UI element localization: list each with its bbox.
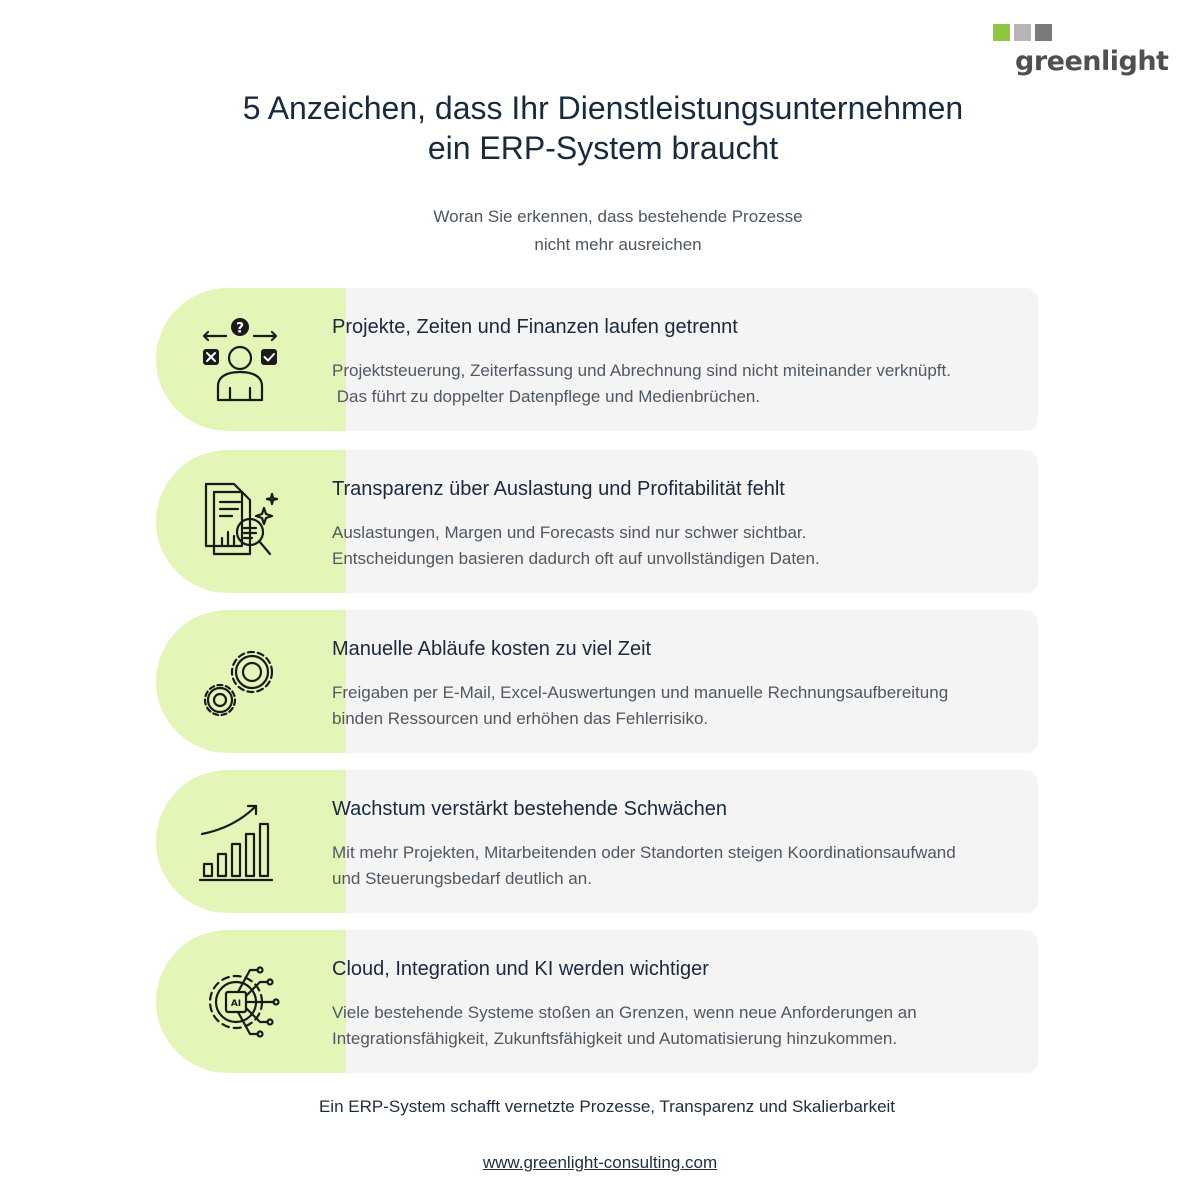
page-subtitle	[0, 203, 1200, 259]
card-title: Cloud, Integration und KI werden wichtiger	[332, 958, 709, 980]
card-description-line-1: Freigaben per E-Mail, Excel-Auswertungen und manuelle Rechnungsaufbereitung	[332, 683, 949, 702]
footer-tagline: Ein ERP-System schafft vernetzte Prozesse, Transparenz und Skalierbarkeit	[318, 1097, 896, 1116]
card-title: Wachstum verstärkt bestehende Schwächen	[332, 798, 728, 820]
logo-square-green	[993, 24, 1010, 41]
card-description-line-1: Viele bestehende Systeme stoßen an Grenzen, wenn neue Anforderungen an	[332, 1003, 917, 1022]
logo-square-dark-gray	[1035, 24, 1052, 41]
logo-square-light-gray	[1014, 24, 1031, 41]
sign-card-3	[150, 610, 1040, 753]
page-title	[0, 88, 1200, 168]
card-description-line-2: binden Ressourcen und erhöhen das Fehlerrisiko.	[332, 709, 709, 728]
page-title-line-1: 5 Anzeichen, dass Ihr Dienstleistungsunternehmen	[242, 90, 964, 126]
card-description-line-1: Projektsteuerung, Zeiterfassung und Abrechnung sind nicht miteinander verknüpft.	[332, 361, 951, 380]
logo-squares	[993, 24, 1175, 41]
sign-card-1	[150, 288, 1040, 431]
card-description	[332, 1000, 1032, 1052]
ai-chip-label: AI	[230, 999, 242, 1009]
person-decision-icon	[198, 318, 282, 402]
svg-text:?: ?	[235, 320, 245, 337]
sign-card-4	[150, 770, 1040, 913]
sign-card-2	[150, 450, 1040, 593]
card-description	[332, 680, 1032, 732]
page-subtitle-line-2: nicht mehr ausreichen	[534, 235, 702, 254]
sign-card-5	[150, 930, 1040, 1073]
page-subtitle-line-1: Woran Sie erkennen, dass bestehende Prozesse	[433, 207, 803, 226]
card-description-line-1: Auslastungen, Margen und Forecasts sind nur schwer sichtbar.	[332, 523, 807, 542]
card-title: Manuelle Abläufe kosten zu viel Zeit	[332, 638, 652, 660]
card-description-line-2: und Steuerungsbedarf deutlich an.	[332, 869, 592, 888]
ai-chip-icon	[198, 960, 282, 1044]
brand-logo	[990, 24, 1175, 84]
website-link[interactable]: www.greenlight-consulting.com	[482, 1153, 718, 1172]
card-title: Projekte, Zeiten und Finanzen laufen getrennt	[332, 316, 738, 338]
card-description	[332, 840, 1032, 892]
growth-chart-icon	[198, 800, 282, 884]
card-description	[332, 520, 1032, 572]
card-description-line-2: Das führt zu doppelter Datenpflege und Medienbrüchen.	[332, 387, 761, 406]
logo-wordmark: greenlight	[1015, 46, 1169, 77]
card-description-line-1: Mit mehr Projekten, Mitarbeitenden oder Standorten steigen Koordinationsaufwand	[332, 843, 956, 862]
card-title: Transparenz über Auslastung und Profitabilität fehlt	[332, 478, 785, 500]
card-description-line-2: Entscheidungen basieren dadurch oft auf unvollständigen Daten.	[332, 549, 820, 568]
page-title-line-2: ein ERP-System braucht	[427, 130, 779, 166]
document-analysis-icon	[198, 480, 282, 564]
gears-icon	[198, 640, 282, 724]
card-description	[332, 358, 1032, 410]
card-description-line-2: Integrationsfähigkeit, Zukunftsfähigkeit und Automatisierung hinzukommen.	[332, 1029, 898, 1048]
